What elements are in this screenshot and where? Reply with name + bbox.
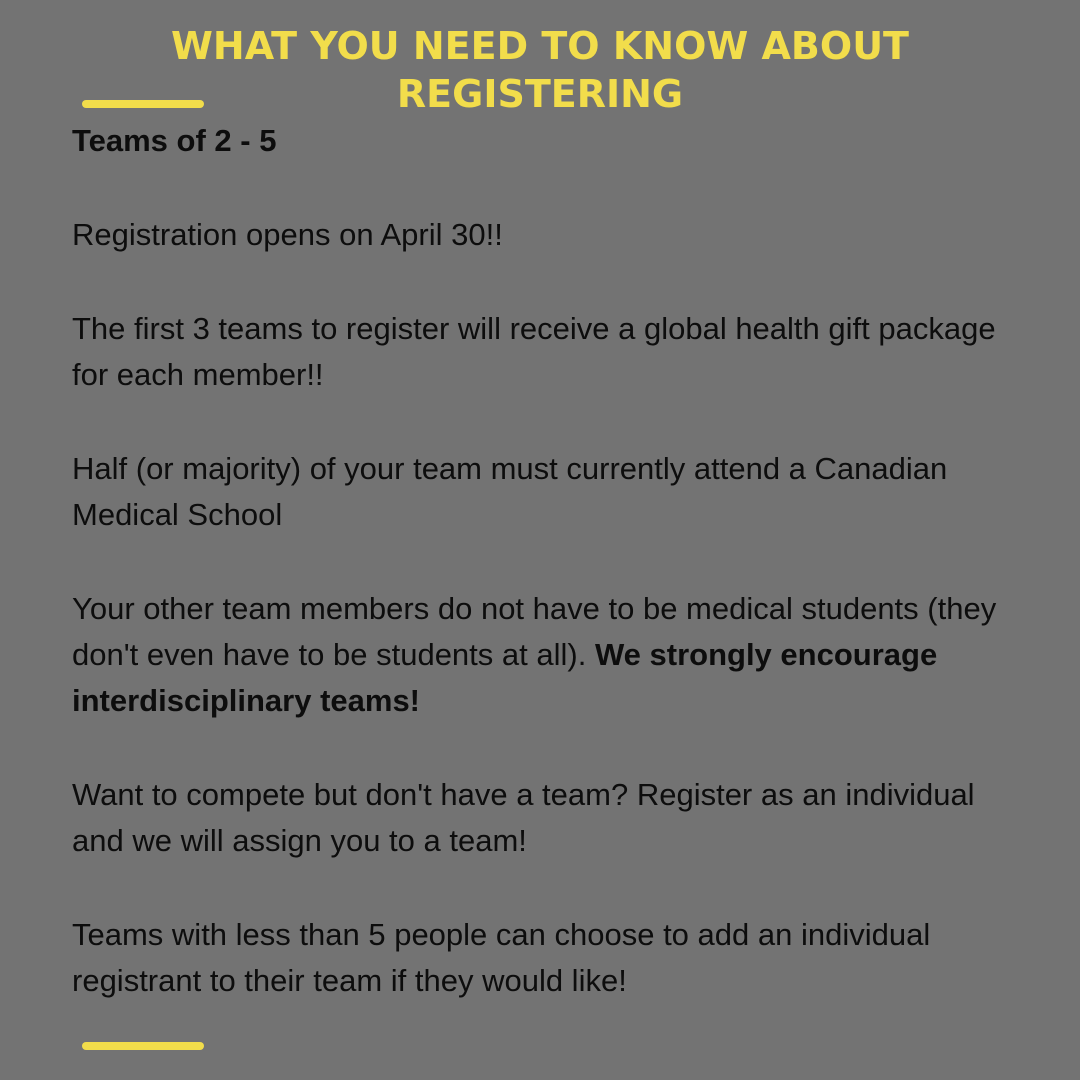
gift-package-text: The first 3 teams to register will receive a global health gift package for each member!! xyxy=(72,311,996,392)
add-individual-text: Teams with less than 5 people can choose to add an individual registrant to their team if they would like! xyxy=(72,917,931,998)
other-members-text: Your other team members do not have to be medical students (they don't even have to be students at all). xyxy=(72,591,997,672)
individual-registration-text: Want to compete but don't have a team? Register as an individual and we will assign you to a team! xyxy=(72,777,975,858)
registration-opens-text: Registration opens on April 30!! xyxy=(72,217,503,252)
team-size-text: Teams of 2 - 5 xyxy=(72,123,277,158)
info-list xyxy=(72,118,1022,1052)
other-members-paragraph xyxy=(72,586,1022,724)
top-accent-line xyxy=(82,100,204,108)
interdisciplinary-text: We strongly encourage interdisciplinary teams! xyxy=(72,637,938,718)
team-requirement-text: Half (or majority) of your team must currently attend a Canadian Medical School xyxy=(72,451,948,532)
bottom-accent-line xyxy=(82,1042,204,1050)
page-title: WHAT YOU NEED TO KNOW ABOUT REGISTERING xyxy=(171,24,909,116)
